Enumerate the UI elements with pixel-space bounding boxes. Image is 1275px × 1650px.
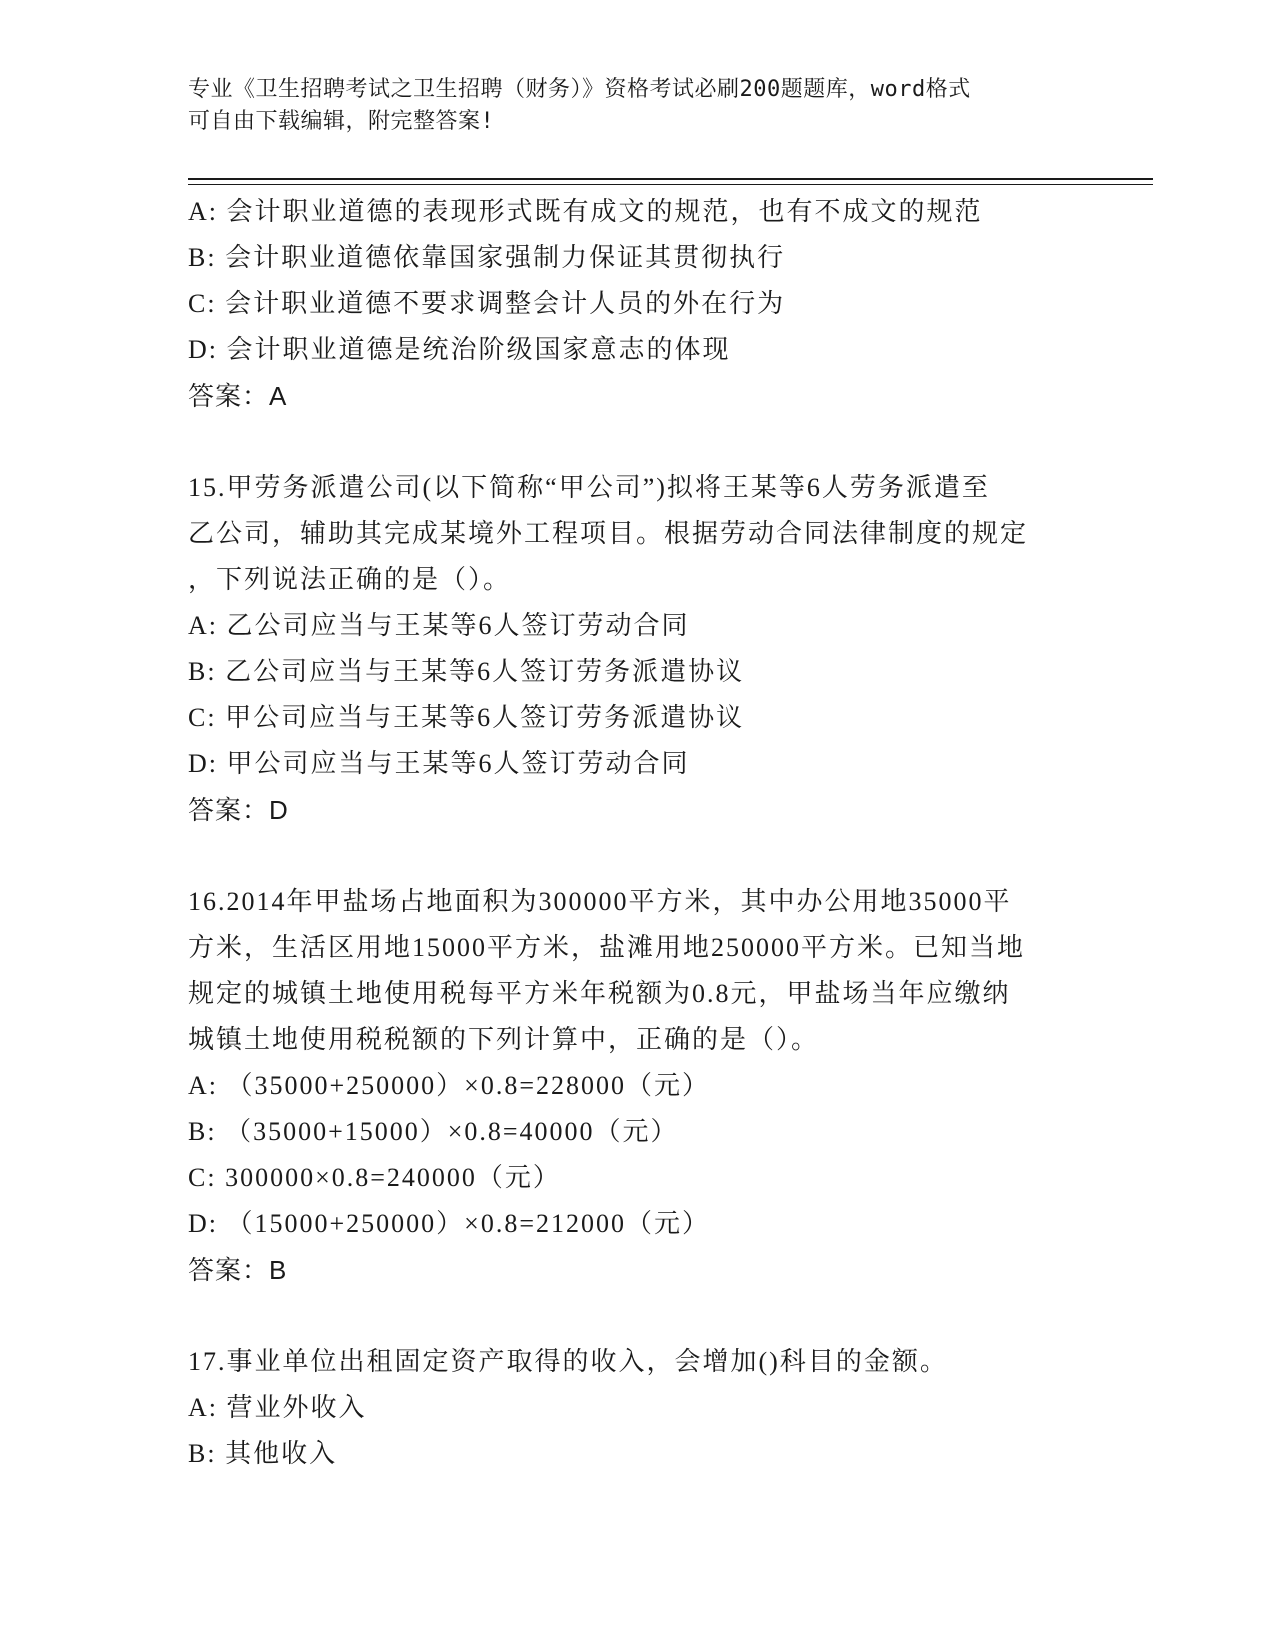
- option-a: A: 会计职业道德的表现形式既有成文的规范，也有不成文的规范: [188, 197, 983, 226]
- header-rule-thick: [188, 178, 1153, 180]
- option-b: B: 乙公司应当与王某等6人签订劳务派遣协议: [188, 657, 745, 686]
- question-stem-line: 规定的城镇土地使用税每平方米年税额为0.8元，甲盐场当年应缴纳: [188, 979, 1011, 1008]
- option-d: D: 甲公司应当与王某等6人签订劳动合同: [188, 749, 690, 778]
- header-line-2: 可自由下载编辑，附完整答案!: [188, 109, 495, 134]
- spacer: [188, 419, 1088, 465]
- option-b: B: 会计职业道德依靠国家强制力保证其贯彻执行: [188, 243, 786, 272]
- spacer: [188, 1293, 1088, 1339]
- answer: 答案：D: [188, 795, 289, 825]
- question-stem-line: 17.事业单位出租固定资产取得的收入，会增加()科目的金额。: [188, 1347, 948, 1376]
- question-stem-line: 乙公司，辅助其完成某境外工程项目。根据劳动合同法律制度的规定: [188, 519, 1029, 548]
- option-a: A: 乙公司应当与王某等6人签订劳动合同: [188, 611, 690, 640]
- option-b: B: 其他收入: [188, 1439, 338, 1468]
- document-header: [188, 74, 1068, 138]
- question-stem-line: 16.2014年甲盐场占地面积为300000平方米，其中办公用地35000平: [188, 887, 1012, 916]
- question-14: [188, 189, 1088, 419]
- question-stem-line: 15.甲劳务派遣公司(以下简称“甲公司”)拟将王某等6人劳务派遣至: [188, 473, 990, 502]
- question-16: [188, 879, 1088, 1293]
- question-17: [188, 1339, 1088, 1477]
- spacer: [188, 833, 1088, 879]
- answer: 答案：B: [188, 1255, 288, 1285]
- option-a: A: （35000+250000）×0.8=228000（元）: [188, 1071, 710, 1100]
- question-stem-line: ，下列说法正确的是（）。: [188, 565, 512, 594]
- option-c: C: 甲公司应当与王某等6人签订劳务派遣协议: [188, 703, 745, 732]
- option-b: B: （35000+15000）×0.8=40000（元）: [188, 1117, 679, 1146]
- option-d: D: （15000+250000）×0.8=212000（元）: [188, 1209, 710, 1238]
- option-a: A: 营业外收入: [188, 1393, 367, 1422]
- question-stem-line: 方米，生活区用地15000平方米，盐滩用地250000平方米。已知当地: [188, 933, 1026, 962]
- question-stem-line: 城镇土地使用税税额的下列计算中，正确的是（）。: [188, 1025, 820, 1054]
- document-body: [188, 189, 1088, 1477]
- option-c: C: 会计职业道德不要求调整会计人员的外在行为: [188, 289, 786, 318]
- option-c: C: 300000×0.8=240000（元）: [188, 1163, 561, 1192]
- option-d: D: 会计职业道德是统治阶级国家意志的体现: [188, 335, 731, 364]
- header-line-1: 专业《卫生招聘考试之卫生招聘（财务）》资格考试必刷200题题库，word格式: [188, 77, 971, 102]
- question-15: [188, 465, 1088, 833]
- answer: 答案：A: [188, 381, 288, 411]
- header-rule-thin: [188, 184, 1153, 185]
